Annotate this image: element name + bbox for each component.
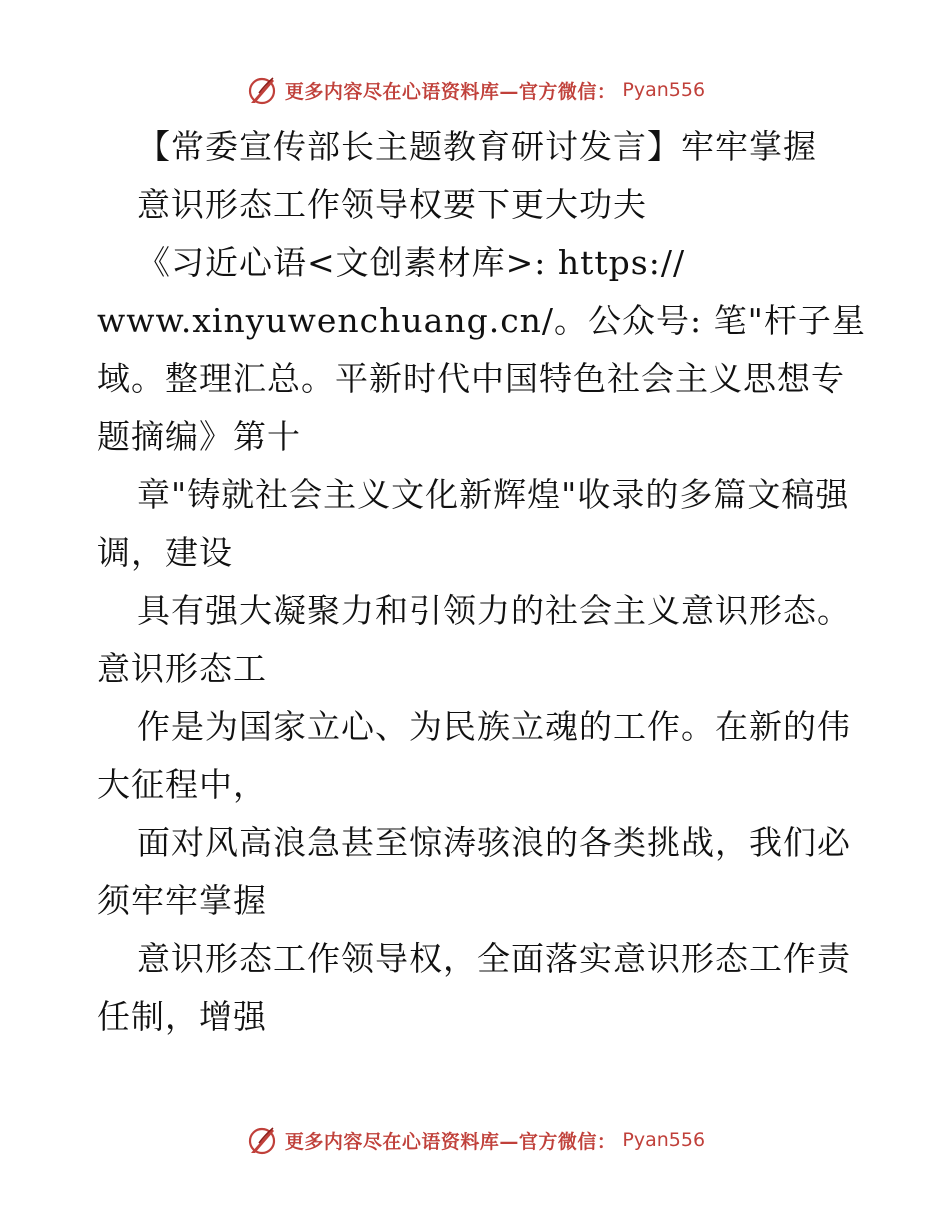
text-line: 章"铸就社会主义文化新辉煌"收录的多篇文稿强 <box>137 475 850 514</box>
header-wechat-id: Pyan556 <box>622 79 706 101</box>
title-line-2: 意识形态工作领导权要下更大功夫 <box>137 185 647 224</box>
footer-banner <box>0 1120 950 1160</box>
text-line: 面对风高浪急甚至惊涛骇浪的各类挑战，我们必 <box>137 823 851 862</box>
text-line: www.xinyuwenchuang.cn/。公众号: 笔"杆子星 <box>97 301 866 340</box>
text-line: 须牢牢掌握 <box>97 881 267 920</box>
text-line: 作是为国家立心、为民族立魂的工作。在新的伟 <box>137 707 851 746</box>
quill-logo-icon <box>245 73 279 107</box>
text-line: 任制，增强 <box>97 997 267 1036</box>
text-line: 《习近心语<文创素材库>: https:// <box>137 243 686 282</box>
text-line: 大征程中， <box>97 765 267 804</box>
text-line: 具有强大凝聚力和引领力的社会主义意识形态。 <box>137 591 851 630</box>
footer-banner-text: 更多内容尽在心语资料库—官方微信： <box>284 1130 617 1153</box>
title-line-1: 【常委宣传部长主题教育研讨发言】牢牢掌握 <box>137 127 817 166</box>
text-line: 域。整理汇总。平新时代中国特色社会主义思想专 <box>97 359 845 398</box>
text-line: 意识形态工作领导权，全面落实意识形态工作责 <box>137 939 851 978</box>
footer-wechat-id: Pyan556 <box>622 1129 706 1151</box>
text-line: 调，建设 <box>97 533 233 572</box>
text-line: 题摘编》第十 <box>97 417 301 456</box>
header-banner <box>0 70 950 110</box>
document-body <box>97 118 866 1046</box>
header-banner-text: 更多内容尽在心语资料库—官方微信： <box>284 80 617 103</box>
quill-logo-icon <box>245 1123 279 1157</box>
text-line: 意识形态工 <box>97 649 267 688</box>
